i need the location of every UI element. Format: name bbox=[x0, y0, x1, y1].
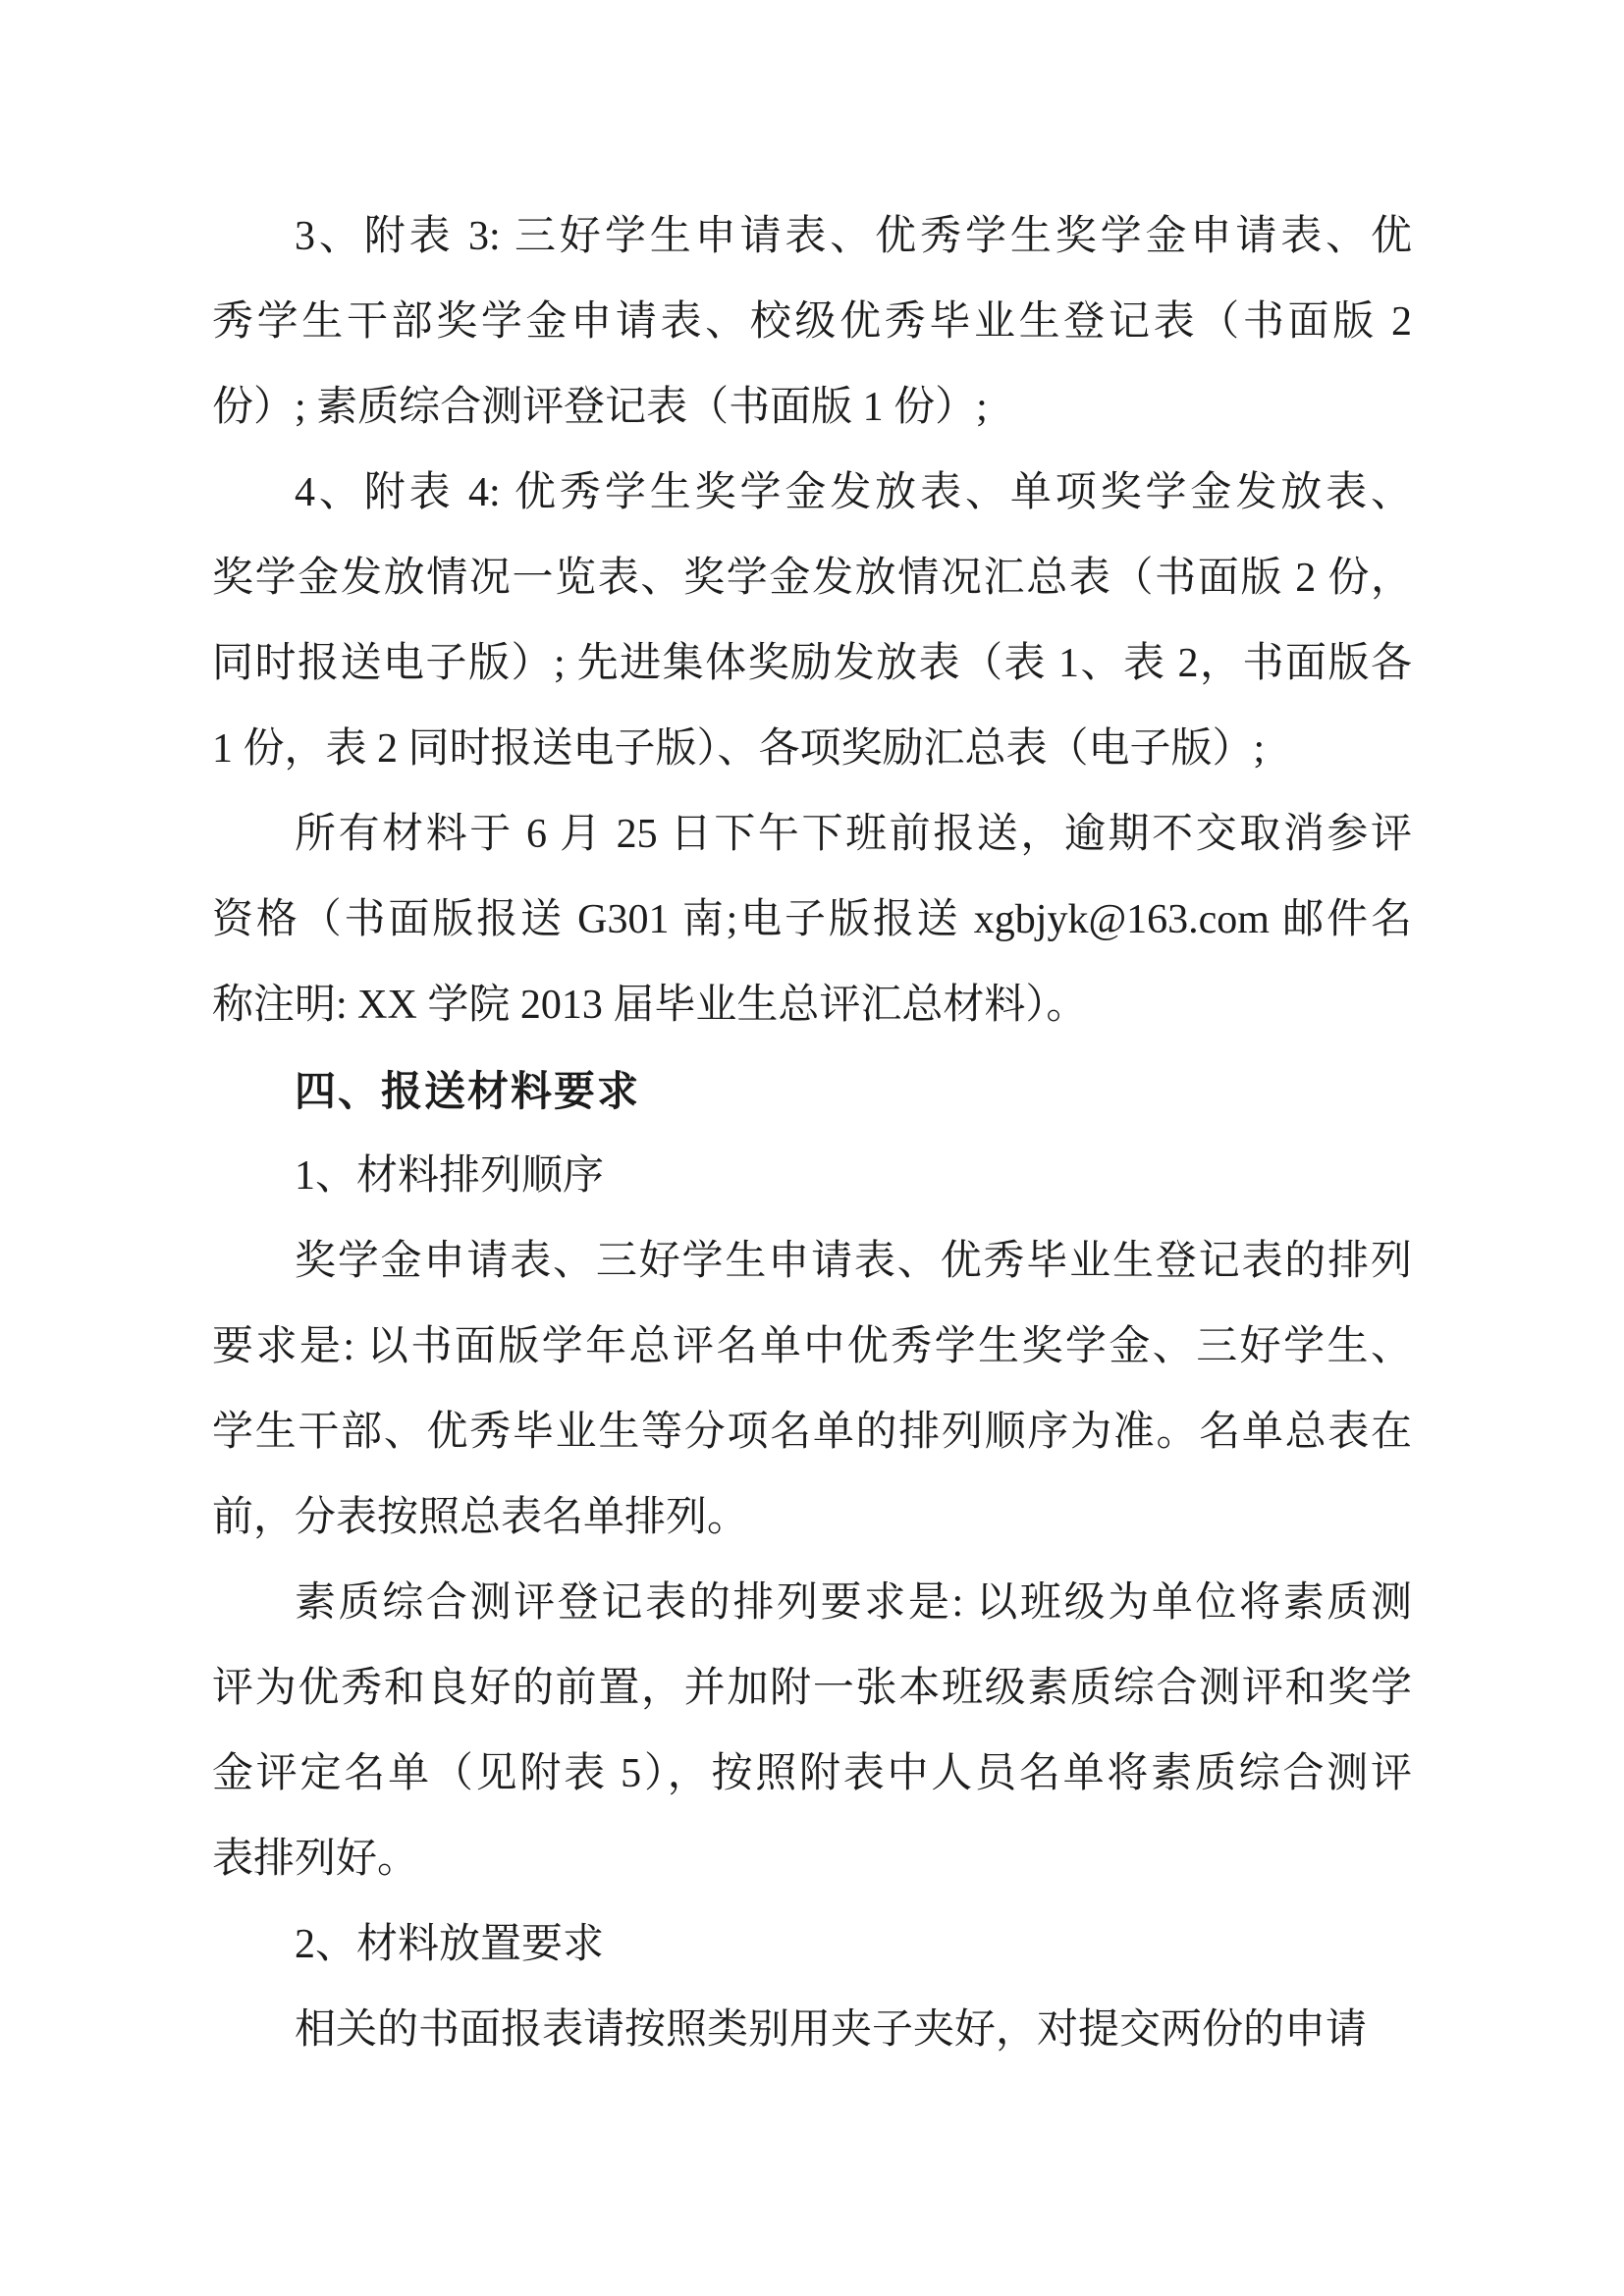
text-line: 前，分表按照总表名单排列。 bbox=[212, 1495, 749, 1540]
text-line: 金评定名单（见附表 5），按照附表中人员名单将素质综合测评 bbox=[212, 1751, 1412, 1796]
text-line: 奖学金发放情况一览表、奖学金发放情况汇总表（书面版 2 份， bbox=[212, 556, 1412, 601]
text-line: 奖学金申请表、三好学生申请表、优秀毕业生登记表的排列 bbox=[295, 1239, 1412, 1284]
text-line: 资格（书面版报送 G301 南;电子版报送 xgbjyk@163.com 邮件名 bbox=[212, 897, 1412, 942]
subheading-material-order bbox=[212, 1134, 1412, 1219]
paragraph-attachment-4 bbox=[212, 451, 1412, 792]
text-line: 3、附表 3: 三好学生申请表、优秀学生奖学金申请表、优 bbox=[295, 214, 1412, 259]
paragraph-order-requirements bbox=[212, 1219, 1412, 1561]
text-line: 份）; 素质综合测评登记表（书面版 1 份）; bbox=[212, 385, 988, 430]
text-line: 相关的书面报表请按照类别用夹子夹好，对提交两份的申请 bbox=[295, 2007, 1368, 2053]
text-line: 4、附表 4: 优秀学生奖学金发放表、单项奖学金发放表、 bbox=[295, 470, 1412, 515]
paragraph-quality-evaluation-order bbox=[212, 1561, 1412, 1902]
text-line: 素质综合测评登记表的排列要求是: 以班级为单位将素质测 bbox=[295, 1580, 1412, 1626]
section-heading-material-requirements bbox=[212, 1048, 1412, 1134]
text-line: 2、材料放置要求 bbox=[295, 1922, 605, 1967]
section-heading-text: 四、报送材料要求 bbox=[295, 1068, 641, 1114]
paragraph-placement-requirements bbox=[212, 1988, 1412, 2073]
text-line: 1 份，表 2 同时报送电子版）、各项奖励汇总表（电子版）; bbox=[212, 726, 1266, 772]
text-line: 评为优秀和良好的前置，并加附一张本班级素质综合测评和奖学 bbox=[212, 1666, 1412, 1711]
text-line: 表排列好。 bbox=[212, 1837, 419, 1882]
paragraph-attachment-3 bbox=[212, 194, 1412, 451]
text-line: 要求是: 以书面版学年总评名单中优秀学生奖学金、三好学生、 bbox=[212, 1324, 1412, 1369]
text-line: 同时报送电子版）; 先进集体奖励发放表（表 1、表 2，书面版各 bbox=[212, 641, 1412, 686]
paragraph-submission-deadline bbox=[212, 792, 1412, 1048]
text-line: 1、材料排列顺序 bbox=[295, 1153, 605, 1199]
subheading-material-placement bbox=[212, 1902, 1412, 1988]
text-line: 秀学生干部奖学金申请表、校级优秀毕业生登记表（书面版 2 bbox=[212, 299, 1412, 345]
text-line: 所有材料于 6 月 25 日下午下班前报送，逾期不交取消参评 bbox=[295, 812, 1412, 857]
page-text-content bbox=[212, 194, 1412, 2073]
text-line: 学生干部、优秀毕业生等分项名单的排列顺序为准。名单总表在 bbox=[212, 1410, 1412, 1455]
text-line: 称注明: XX 学院 2013 届毕业生总评汇总材料）。 bbox=[212, 983, 1088, 1028]
